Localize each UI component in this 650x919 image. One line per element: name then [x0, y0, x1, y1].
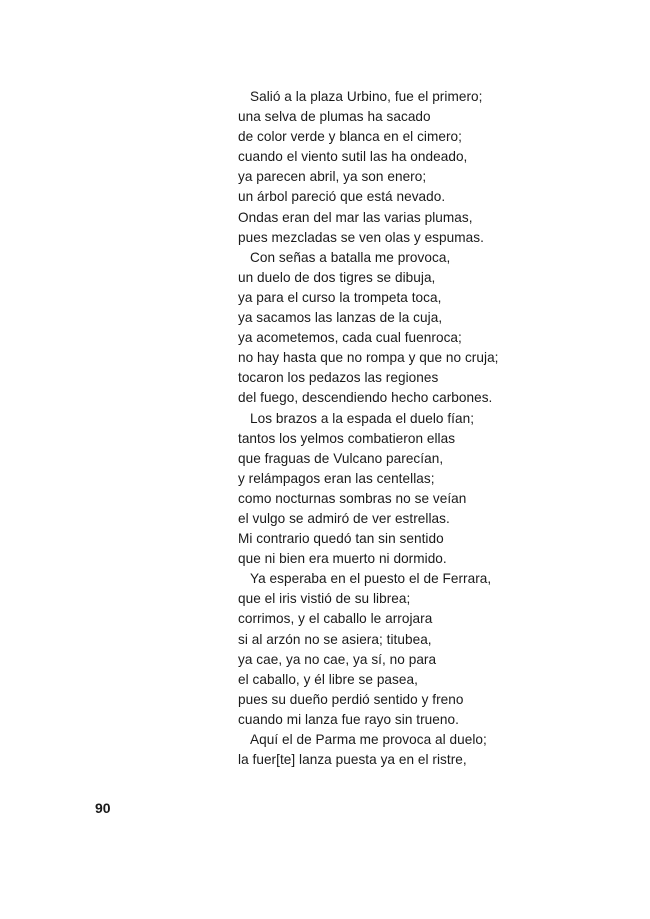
poem-line: ya para el curso la trompeta toca,	[238, 289, 442, 305]
stanza-first-line: Los brazos a la espada el duelo fían;	[250, 410, 475, 426]
poem-line: que el iris vistió de su librea;	[238, 591, 411, 607]
poem-line: tocaron los pedazos las regiones	[238, 370, 439, 386]
poem-line: tantos los yelmos combatieron ellas	[238, 430, 456, 446]
stanza-first-line: Salió a la plaza Urbino, fue el primero;	[250, 89, 483, 104]
poem-line: si al arzón no se asiera; titubea,	[238, 631, 432, 647]
poem-line: una selva de plumas ha sacado	[238, 109, 431, 125]
poem-line: cuando el viento sutil las ha ondeado,	[238, 149, 468, 165]
poem-line: que fraguas de Vulcano parecían,	[238, 450, 444, 466]
stanza-first-line: Aquí el de Parma me provoca al duelo;	[250, 732, 487, 747]
poem-line: ya acometemos, cada cual fuenroca;	[238, 330, 462, 346]
poem-line: Mi contrario quedó tan sin sentido	[238, 531, 444, 547]
poem-line: el vulgo se admiró de ver estrellas.	[238, 510, 450, 526]
poem-line: de color verde y blanca en el cimero;	[238, 129, 462, 145]
stanza-first-line: Ya esperaba en el puesto el de Ferrara,	[250, 571, 492, 587]
poem-line: ya sacamos las lanzas de la cuja,	[238, 310, 443, 326]
poem-line: que ni bien era muerto ni dormido.	[238, 551, 447, 567]
poem-line: no hay hasta que no rompa y que no cruja;	[238, 350, 499, 366]
stanza-first-line: Con señas a batalla me provoca,	[250, 249, 451, 265]
poem-line: Ondas eran del mar las varias plumas,	[238, 209, 473, 225]
poem-line: un árbol pareció que está nevado.	[238, 189, 446, 205]
poem-line: ya parecen abril, ya son enero;	[238, 169, 427, 185]
poem-line: el caballo, y él libre se pasea,	[238, 671, 418, 687]
poem-line: del fuego, descendiendo hecho carbones.	[238, 390, 493, 406]
poem-line: pues su dueño perdió sentido y freno	[238, 691, 464, 707]
poem-line: como nocturnas sombras no se veían	[238, 490, 467, 506]
poem-line: pues mezcladas se ven olas y espumas.	[238, 229, 484, 245]
poem-line: corrimos, y el caballo le arrojara	[238, 611, 433, 627]
poem-text-block	[238, 87, 568, 770]
poem-line: un duelo de dos tigres se dibuja,	[238, 269, 436, 285]
poem-line: la fuer[te] lanza puesta ya en el ristre,	[238, 752, 467, 768]
poem-line: y relámpagos eran las centellas;	[238, 470, 435, 486]
poem-line: ya cae, ya no cae, ya sí, no para	[238, 651, 437, 667]
poem-line: cuando mi lanza fue rayo sin trueno.	[238, 711, 459, 727]
page-number: 90	[95, 800, 111, 816]
